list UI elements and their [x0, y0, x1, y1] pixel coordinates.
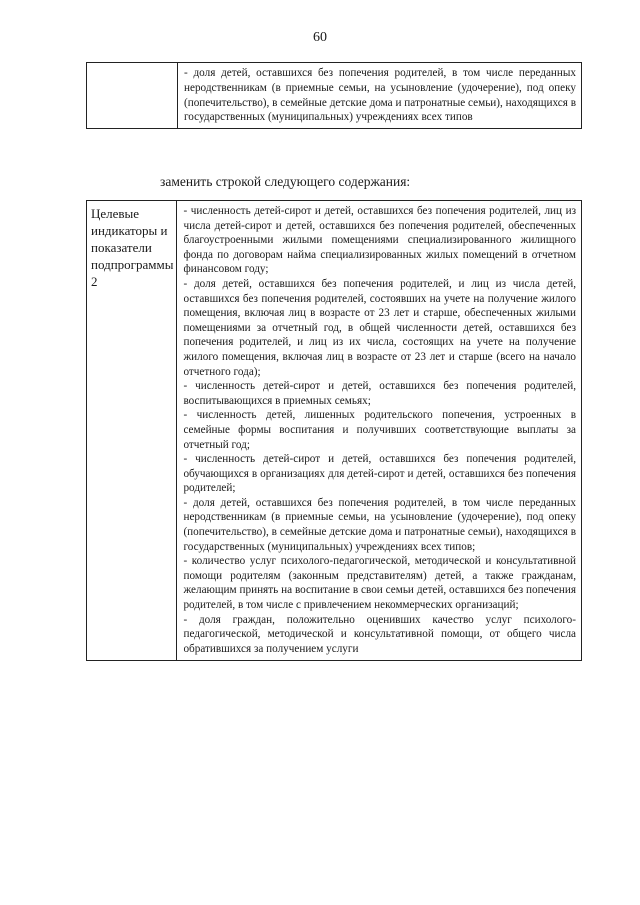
replacement-instruction: заменить строкой следующего содержания: — [160, 174, 411, 189]
empty-label-cell — [87, 63, 178, 129]
page-number: 60 — [313, 30, 327, 45]
indicator-item: - численность детей-сирот и детей, оставшихся без попечения родителей, воспитывающихся в приемных семьях; — [183, 380, 576, 407]
indicator-item: - доля детей, оставшихся без попечения родителей, в том числе переданных неродственникам (в приемные семьи, на усыновление (удочерение), под опеку (попечительство), в семейные детские дома и патронатные семьи), находящихся в государственных (муниципальных) учреждениях всех типов; — [183, 496, 576, 553]
indicator-item: - численность детей-сирот и детей, оставшихся без попечения родителей, лиц из числа детей-сирот и детей, оставшихся без попечения родителей, обеспеченных благоустроенными жилыми помещениями специализированного жилищного фонда по договорам найма специализированных жилых помещений в отчетном финансовом году; — [183, 205, 576, 276]
table-row — [87, 63, 582, 129]
row-label: Целевые индикаторы и показатели подпрограммы 2 — [87, 201, 177, 661]
old-row-text: - доля детей, оставшихся без попечения родителей, в том числе переданных неродственникам (в приемные семьи, на усыновление (удочерение), под опеку (попечительство), в семейные детские дома и патронатные семьи), находящихся в государственных (муниципальных) учреждениях всех типов — [178, 63, 582, 129]
indicator-item: - численность детей-сирот и детей, оставшихся без попечения родителей, обучающихся в организациях для детей-сирот и детей, оставшихся без попечения родителей; — [183, 453, 576, 495]
indicator-item: - доля граждан, положительно оценивших качество услуг психолого-педагогической, методической и консультативной помощи, от общего числа обратившихся за получением услуги — [183, 613, 576, 655]
indicator-item: - доля детей, оставшихся без попечения родителей, и лиц из числа детей, оставшихся без попечения родителей, состоявших на учете на получение жилого помещения, включая лиц в возрасте от 23 лет и старше, обеспеченных жилыми помещениями за отчетный год, в общей численности детей, оставшихся без попечения родителей, и лиц из их числа, состоящих на учете на получение жилого помещения, включая лиц в возрасте от 23 лет и старше (всего на начало отчетного года); — [183, 277, 576, 378]
indicator-item: - количество услуг психолого-педагогической, методической и консультативной помощи родителям (законным представителям) детей, а также гражданам, желающим принять на воспитание в свои семьи детей, оставшихся без попечения родителей, в том числе с привлечением некоммерческих организаций; — [183, 555, 576, 612]
indicators-cell — [177, 201, 582, 661]
indicator-item: - численность детей, лишенных родительского попечения, устроенных в семейные формы воспитания и получивших соответствующие выплаты за отчетный год; — [183, 409, 576, 451]
replaced-row-table — [86, 62, 582, 129]
new-row-table — [86, 200, 582, 661]
table-row — [87, 201, 582, 661]
